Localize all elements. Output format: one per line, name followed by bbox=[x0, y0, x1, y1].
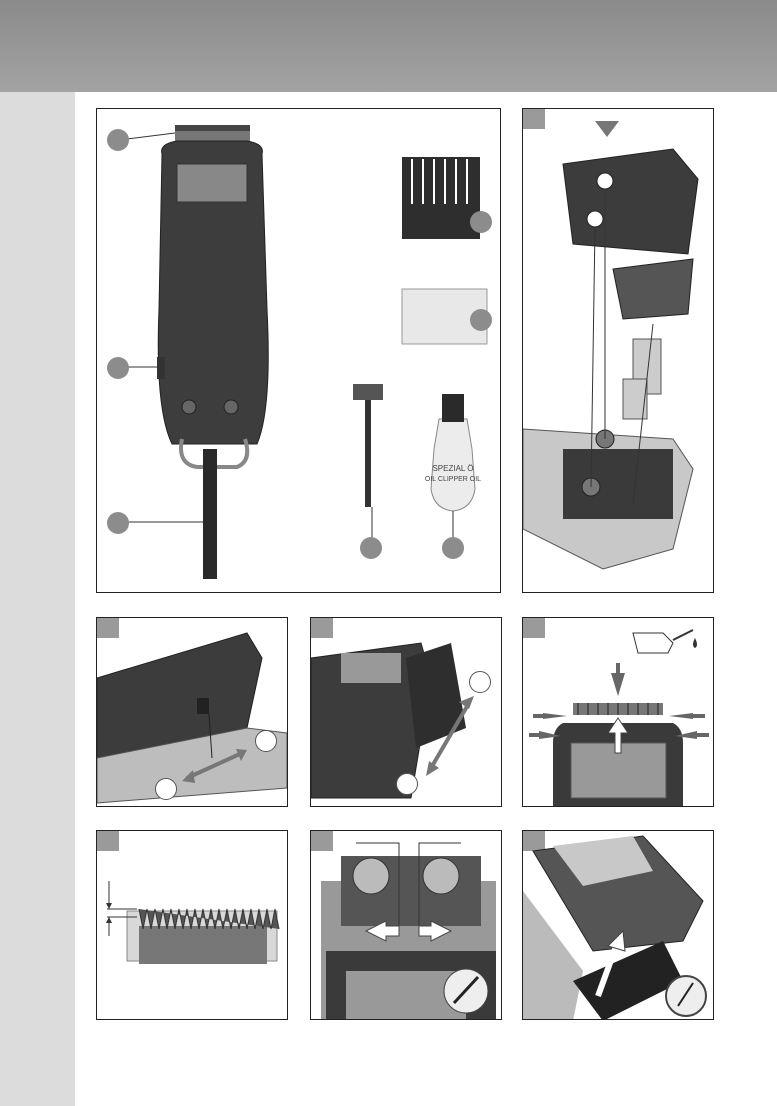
callout-1 bbox=[107, 129, 129, 151]
oil-label-line1: SPEZIAL Ö bbox=[432, 464, 474, 473]
switch-knob bbox=[197, 698, 209, 714]
oil-label-line2: OIL CLIPPER OIL bbox=[424, 476, 482, 483]
oiling-illustration bbox=[523, 618, 714, 807]
switch bbox=[157, 357, 165, 379]
panel-overview bbox=[96, 108, 501, 593]
blade-alignment-illustration bbox=[97, 831, 288, 1020]
cleaning-brush-icon bbox=[666, 976, 706, 1016]
clipper-plate bbox=[177, 164, 247, 202]
callout-remove bbox=[396, 773, 418, 795]
overview-illustration bbox=[97, 109, 501, 593]
callout-4 bbox=[470, 211, 492, 233]
cleaning-brush bbox=[365, 397, 371, 507]
callout-2 bbox=[107, 357, 129, 379]
header-band bbox=[0, 0, 777, 92]
brush-hand-icon bbox=[444, 969, 488, 1013]
panel-blade-alignment bbox=[96, 830, 288, 1020]
blade-assembly-illustration bbox=[523, 109, 714, 593]
side-band bbox=[0, 92, 75, 1106]
lower-blade bbox=[613, 259, 693, 319]
callout-5 bbox=[470, 309, 492, 331]
callout-off bbox=[155, 778, 177, 800]
panel-switch bbox=[96, 617, 288, 807]
callout-attach bbox=[469, 671, 491, 693]
callout-3 bbox=[107, 512, 129, 534]
comb-on-clipper bbox=[406, 643, 466, 748]
callout-7 bbox=[442, 537, 464, 559]
oil-can-icon bbox=[633, 630, 697, 653]
panel-blade-screws bbox=[310, 830, 502, 1020]
panel-oiling bbox=[522, 617, 714, 807]
upper-blade bbox=[563, 149, 698, 254]
cleaning-illustration bbox=[523, 831, 714, 1020]
callout-6 bbox=[360, 537, 382, 559]
comb-attachment bbox=[402, 157, 480, 239]
blade-screws-illustration bbox=[311, 831, 502, 1020]
panel-comb-attach bbox=[310, 617, 502, 807]
power-cord bbox=[203, 449, 217, 579]
callout-on bbox=[255, 730, 277, 752]
switch-illustration bbox=[97, 618, 288, 807]
panel-blade-assembly bbox=[522, 108, 714, 593]
panel-cleaning bbox=[522, 830, 714, 1020]
